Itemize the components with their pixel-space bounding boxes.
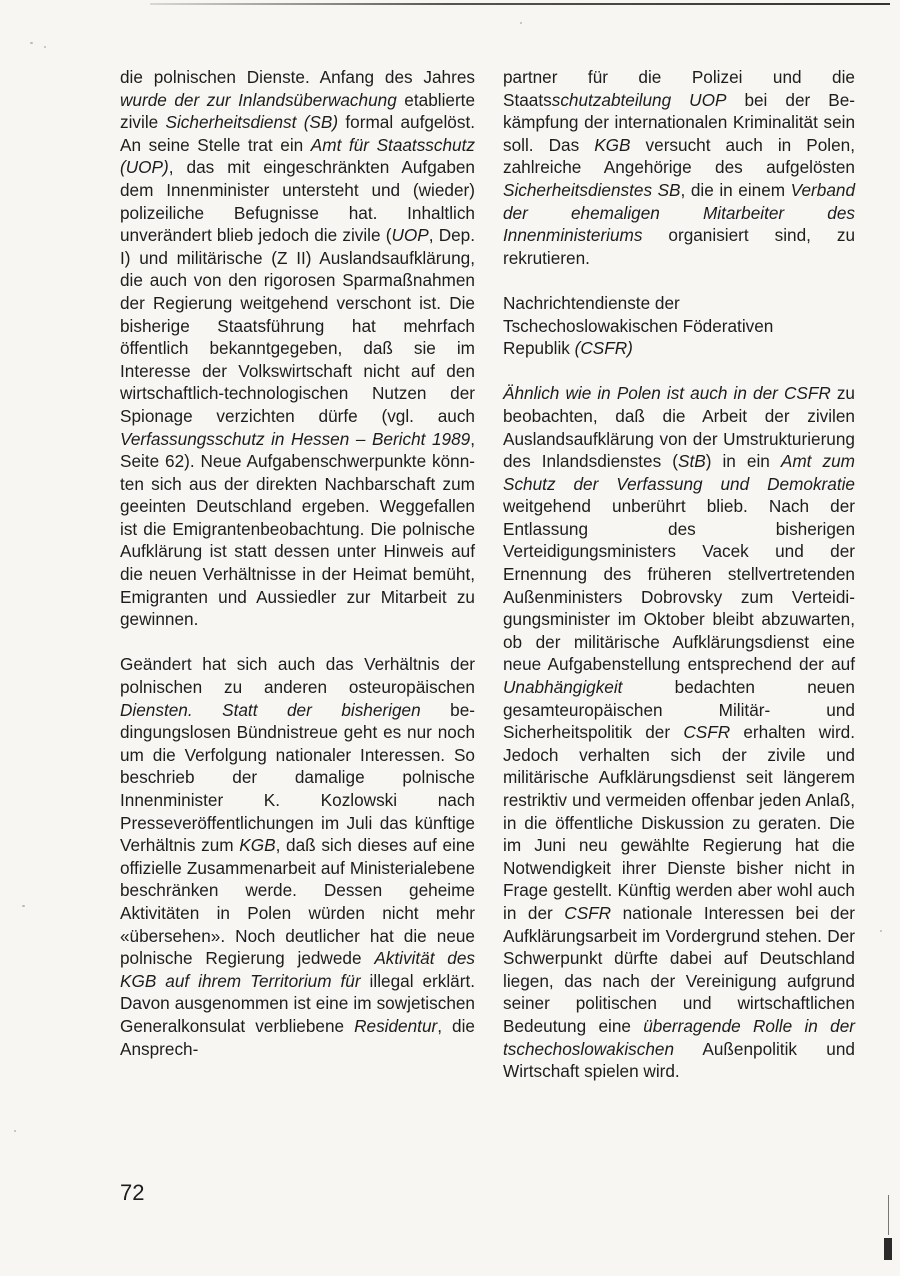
text-run: , Dep. I) und militärische (Z II) Auslandsaufklärung, die auch von den rigorosen Sparmaßnahmen der Regierung weitgehend verschont ist. Die bisherige Staatsführung hat mehrfach öffentlich bekanntgegeben, daß sie im Interesse der Volkswirtschaft nicht auf den wirtschaftlich-technologischen Nutzen der Spionage verzichten dürfe (vgl. auch [120, 225, 475, 426]
scan-speck [44, 46, 46, 48]
italic-run: Unabhängigkeit [503, 677, 623, 698]
italic-run: (CSFR) [574, 338, 633, 359]
text-run: ) in ein [705, 451, 781, 472]
text-run: bedachten neuen gesamteuropäischen Militär- und Sicherheitspolitik der [503, 677, 855, 743]
text-run: Außenpolitik und Wirtschaft spielen wird. [503, 1038, 855, 1082]
italic-run: KGB [239, 835, 276, 856]
scan-speck [880, 930, 882, 932]
italic-run: Residentur [354, 1015, 438, 1036]
italic-run: Sicherheitsdienstes SB [503, 179, 681, 200]
text-run: versucht auch in Polen, zahlreiche Angehörige des aufgelösten [503, 134, 855, 178]
scan-speck [30, 42, 33, 44]
italic-run: überragende Rolle in der tschechoslowakischen [503, 1015, 855, 1059]
italic-run: CSFR [683, 722, 731, 743]
paragraph-kgb-poland [503, 66, 855, 269]
text-run: erhalten wird. Jedoch verhalten sich der zivile und militärische Aufklärungsdienst seit längerem restriktiv und vermeiden offenbar jeden Anlaß, in die öffentliche Diskussion zu geraten. Die im Juni neu gewählte Regierung hat die Notwendigkeit ihrer Dienste bisher nicht in Frage gestellt. Künftig werden aber wohl auch in der [503, 722, 856, 923]
italic-run: Aktivität des KGB auf ihrem Territorium für [120, 948, 475, 991]
heading-line-1: Nachrichtendienste der [503, 292, 680, 313]
text-run: , Seite 62). Neue Aufgabenschwerpunkte könnten sich aus der direkten Nachbarschaft zum geeinten Deutschland ergeben. Weggefallen ist die Emigrantenbeobachtung. Die polnische Aufklärung ist statt dessen unter Hinweis auf die neuen Verhältnisse in der Heimat bemüht, Emigranten und Aussiedler zur Mitarbeit zu gewinnen. [120, 428, 475, 630]
italic-run: Verfassungsschutz in Hessen – Bericht 1989 [120, 428, 471, 449]
scan-edge-mark [884, 1238, 892, 1260]
text-run: , daß sich dieses auf eine offizielle Zusammenarbeit auf Ministerialebene beschränken werde. Dessen geheime Aktivitäten in Polen würden nicht mehr «übersehen». Noch deutlicher hat die neue polnische Regierung jedwede [120, 835, 475, 969]
heading-line-2: Tschechoslowakischen Föderativen [503, 315, 774, 336]
text-run: , die Ansprech- [120, 1015, 475, 1059]
italic-run: wurde der zur Inlandsüberwachung [120, 89, 397, 110]
italic-run: Verband der ehemaligen Mitarbeiter des Innenministeriums [503, 179, 855, 246]
scan-speck [520, 22, 522, 24]
italic-run: StB [677, 451, 706, 472]
text-run: Republik [503, 338, 575, 359]
paragraph-poland-intelligence [120, 66, 475, 631]
text-run: Geändert hat sich auch das Verhältnis der polnischen zu anderen osteuropäischen [120, 654, 475, 698]
text-run: weitgehend unberührt blieb. Nach der Entlassung des bisherigen Verteidigungsministers Vacek und der Ernennung des früheren stellvertretenden Außenministers Dobrovsky zum Verteidigungsminister im Oktober bleibt abzuwarten, ob der militärische Aufklärungsdienst eine neue Aufgabenstellung entsprechend der auf [503, 496, 855, 675]
italic-run: Ähnlich wie in Polen ist auch in der CSFR [503, 383, 831, 404]
text-run: die polnischen Dienste. Anfang des Jahres [120, 67, 475, 87]
text-run: nationale Interessen bei der Aufklärungsarbeit im Vordergrund stehen. Der Schwerpunkt dürfte dabei auf Deutschland liegen, das nach der Vereinigung aufgrund seiner politischen und wirtschaftlichen Bedeutung eine [503, 902, 855, 1036]
right-column [503, 66, 855, 1083]
scan-speck [14, 1130, 16, 1132]
paragraph-csfr-intelligence [503, 382, 855, 1082]
italic-run: Amt für Staatsschutz (UOP) [120, 134, 475, 178]
heading-line-3 [503, 338, 633, 358]
italic-run: schutzabteilung UOP [551, 89, 727, 110]
text-run: bei der Bekämpfung der internationalen Kriminalität sein soll. Das [503, 89, 855, 155]
text-run: , die in einem [680, 179, 791, 200]
text-run: partner für die Polizei und die Staats [503, 67, 855, 110]
left-column [120, 66, 475, 1060]
scan-speck [22, 905, 25, 907]
text-run: , das mit eingeschränkten Aufgaben dem Innenminister untersteht und (wieder) polizeiliche Befugnisse hat. Inhaltlich unverändert blieb jedoch die zivile ( [120, 157, 475, 246]
text-run: illegal erklärt. Davon ausgenommen ist eine im sowjetischen Generalkonsulat verbliebene [120, 970, 476, 1036]
text-run: zu beobachten, daß die Arbeit der zivilen Auslandsaufklärung von der Umstrukturierung des Inlandsdienstes ( [503, 383, 855, 472]
italic-run: Sicherheitsdienst (SB) [165, 112, 339, 133]
italic-run: Amt zum Schutz der Verfassung und Demokratie [503, 451, 855, 494]
scan-edge-line [888, 1195, 889, 1235]
page-number: 72 [120, 1180, 145, 1205]
italic-run: Diensten. Statt der bisherigen [120, 699, 421, 720]
italic-run: KGB [594, 134, 631, 155]
text-run: etablierte zivile [120, 89, 476, 133]
paragraph-relations-east [120, 653, 475, 1060]
text-run: bedingungslosen Bündnistreue geht es nur noch um die Verfolgung nationaler Interessen. So beschrieb der damalige polnische Innenminister K. Kozlowski nach Presseveröffentlichungen im Juli das künftige Verhältnis zum [120, 699, 475, 856]
italic-run: UOP [391, 225, 429, 246]
text-run: organisiert sind, zu rekrutieren. [503, 225, 855, 268]
section-heading-csfr [503, 292, 855, 360]
top-rule [150, 3, 890, 5]
italic-run: CSFR [564, 902, 612, 923]
text-run: formal aufgelöst. An seine Stelle trat ein [120, 112, 475, 155]
